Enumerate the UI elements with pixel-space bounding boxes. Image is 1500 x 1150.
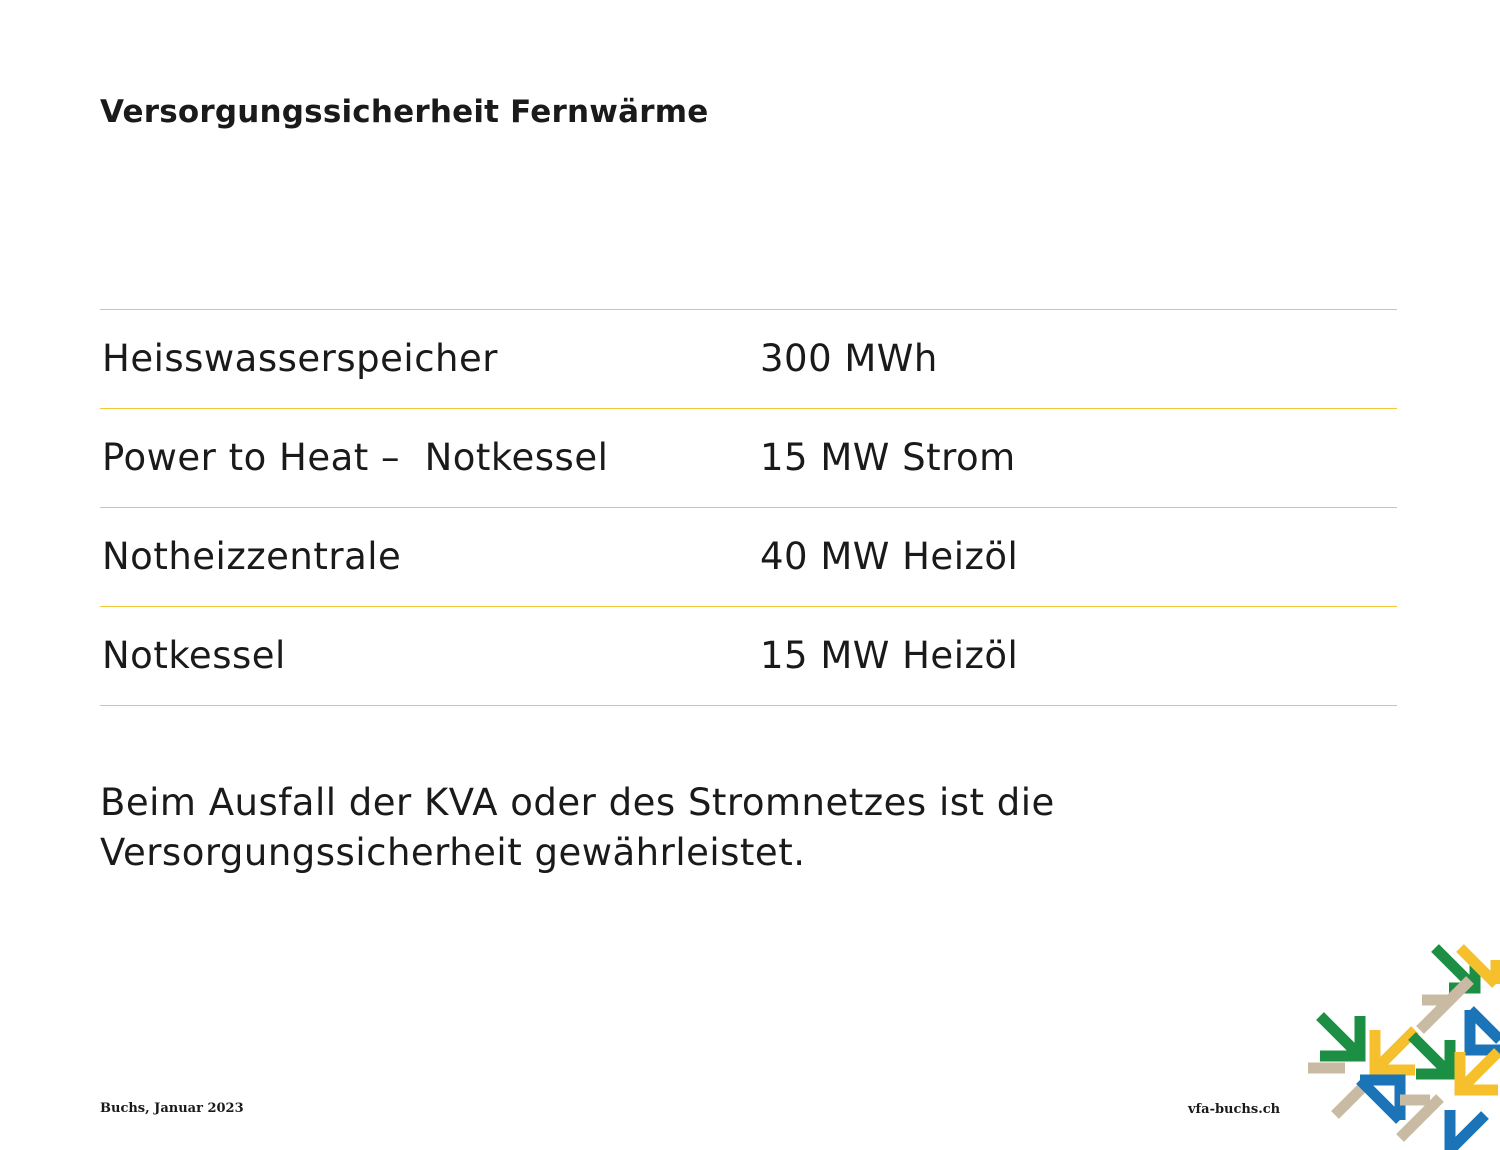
row-label: Power to Heat – Notkessel bbox=[102, 436, 609, 479]
row-label: Notheizzentrale bbox=[102, 535, 402, 578]
table-row bbox=[100, 508, 1397, 607]
arrow-green-right bbox=[1412, 1036, 1450, 1074]
row-value: 15 MW Strom bbox=[760, 436, 1016, 479]
table-row bbox=[100, 409, 1397, 508]
footer-date: Buchs, Januar 2023 bbox=[100, 1101, 244, 1116]
arrow-beige-top bbox=[1420, 980, 1470, 1030]
arrow-green-left bbox=[1320, 1016, 1360, 1056]
table-row bbox=[100, 310, 1397, 409]
summary-note: Beim Ausfall der KVA oder des Stromnetzes ist die Versorgungssicherheit gewährleistet. bbox=[100, 781, 1055, 874]
arrow-blue-left bbox=[1360, 1080, 1400, 1120]
page-title: Versorgungssicherheit Fernwärme bbox=[100, 94, 709, 130]
footer-website: vfa-buchs.ch bbox=[1188, 1102, 1281, 1117]
arrow-pattern-logo-icon bbox=[1300, 940, 1500, 1150]
table-row bbox=[100, 607, 1397, 706]
row-value: 15 MW Heizöl bbox=[760, 634, 1019, 677]
arrow-yellow-left bbox=[1375, 1030, 1415, 1070]
row-label: Notkessel bbox=[102, 634, 286, 677]
row-value: 40 MW Heizöl bbox=[760, 535, 1019, 578]
arrow-yellow-right bbox=[1460, 1052, 1498, 1090]
row-value: 300 MWh bbox=[760, 337, 938, 380]
row-label: Heisswasserspeicher bbox=[102, 337, 498, 380]
arrow-beige-right bbox=[1400, 1098, 1440, 1138]
arrow-blue-right bbox=[1450, 1110, 1485, 1150]
arrow-blue-top bbox=[1470, 1010, 1500, 1050]
capacity-table bbox=[100, 309, 1397, 706]
